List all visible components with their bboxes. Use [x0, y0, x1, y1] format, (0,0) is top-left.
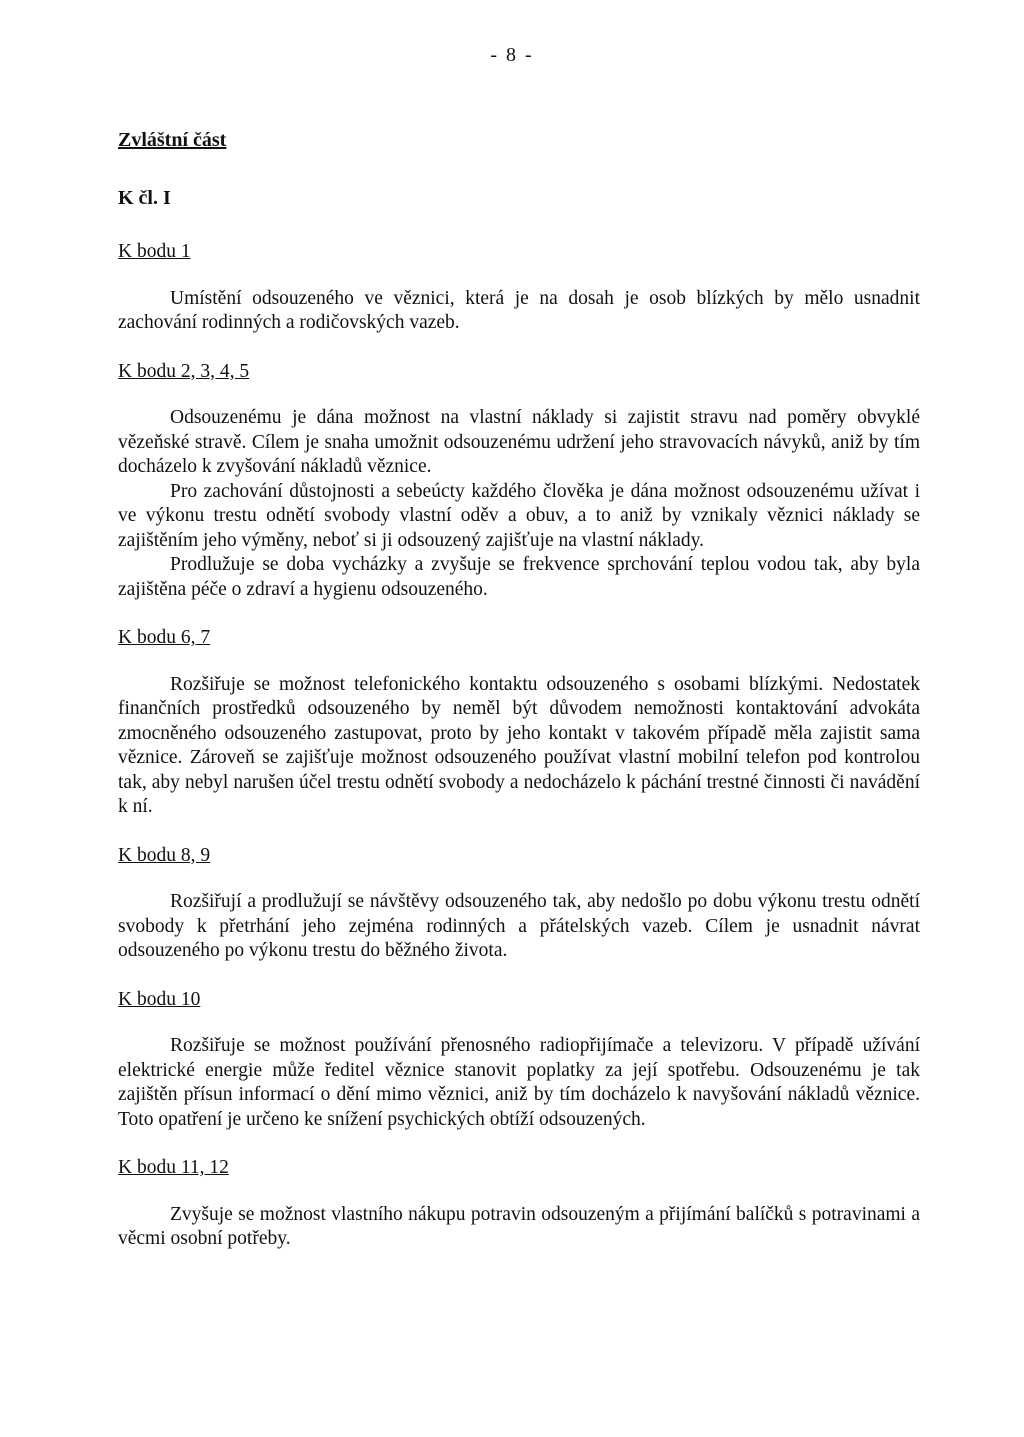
section-points-6-7	[118, 626, 920, 820]
section-heading: K bodu 6, 7	[118, 627, 211, 648]
section-point-10	[118, 988, 920, 1133]
section-points-2-5	[118, 360, 920, 603]
article-heading: K čl. I	[118, 186, 171, 209]
section-heading: K bodu 2, 3, 4, 5	[118, 360, 250, 382]
page-number: - 8 -	[490, 44, 534, 66]
section-points-8-9	[118, 844, 920, 964]
section-paragraph: Rozšiřuje se možnost používání přenosného radiopřijímače a televizoru. V případě užívání elektrické energie může ředitel věznice stanovit poplatky za její spotřebu. Odsouzenému je tak zajištěn přísun informací o dění mimo věznici, aniž by tím docházelo k navyšování nákladů věznice. Toto opatření je určeno ke snížení psychických obtíží odsouzených.	[118, 1035, 920, 1130]
section-point-1	[118, 240, 920, 336]
section-heading: K bodu 11, 12	[118, 1157, 229, 1178]
section-heading: K bodu 8, 9	[118, 844, 211, 866]
section-paragraph: Rozšiřují a prodlužují se návštěvy odsouzeného tak, aby nedošlo po dobu výkonu trestu odnětí svobody k přetrhání jeho zejména rodinných a přátelských vazeb. Cílem je usnadnit návrat odsouzeného po výkonu trestu do běžného života.	[118, 891, 920, 961]
section-paragraph: Pro zachování důstojnosti a sebeúcty každého člověka je dána možnost odsouzenému užívat i ve výkonu trestu odnětí svobody vlastní oděv a obuv, a to aniž by vznikaly věznici náklady se zajištěním jeho výměny, neboť si ji odsouzený zajišťuje na vlastní náklady.	[118, 480, 920, 551]
document-body	[118, 128, 920, 1252]
section-paragraph: Rozšiřuje se možnost telefonického kontaktu odsouzeného s osobami blízkými. Nedostatek finančních prostředků odsouzeného by neměl být důvodem nemožnosti kontaktování advokáta zmocněného odsouzeného zastupovat, proto by jeho kontakt v takovém případě měla zajistit sama věznice. Zároveň se zajišťuje možnost odsouzeného používat vlastní mobilní telefon pod kontrolou tak, aby nebyl narušen účel trestu odnětí svobody a nedocházelo k páchání trestné činnosti či navádění k ní.	[118, 673, 920, 817]
part-heading: Zvláštní část	[118, 129, 227, 151]
section-heading: K bodu 10	[118, 988, 201, 1010]
section-heading: K bodu 1	[118, 241, 191, 262]
section-paragraph: Odsouzenému je dána možnost na vlastní náklady si zajistit stravu nad poměry obvyklé vězeňské stravě. Cílem je snaha umožnit odsouzenému udržení jeho stravovacích návyků, aniž by tím docházelo k zvyšování nákladů věznice.	[118, 407, 920, 477]
section-paragraph: Umístění odsouzeného ve věznici, která je na dosah je osob blízkých by mělo usnadnit zachování rodinných a rodičovských vazeb.	[118, 287, 920, 333]
section-paragraph: Zvyšuje se možnost vlastního nákupu potravin odsouzeným a přijímání balíčků s potravinami a věcmi osobní potřeby.	[118, 1203, 920, 1249]
section-paragraph: Prodlužuje se doba vycházky a zvyšuje se frekvence sprchování teplou vodou tak, aby byla zajištěna péče o zdraví a hygienu odsouzeného.	[118, 554, 920, 600]
section-points-11-12	[118, 1156, 920, 1252]
